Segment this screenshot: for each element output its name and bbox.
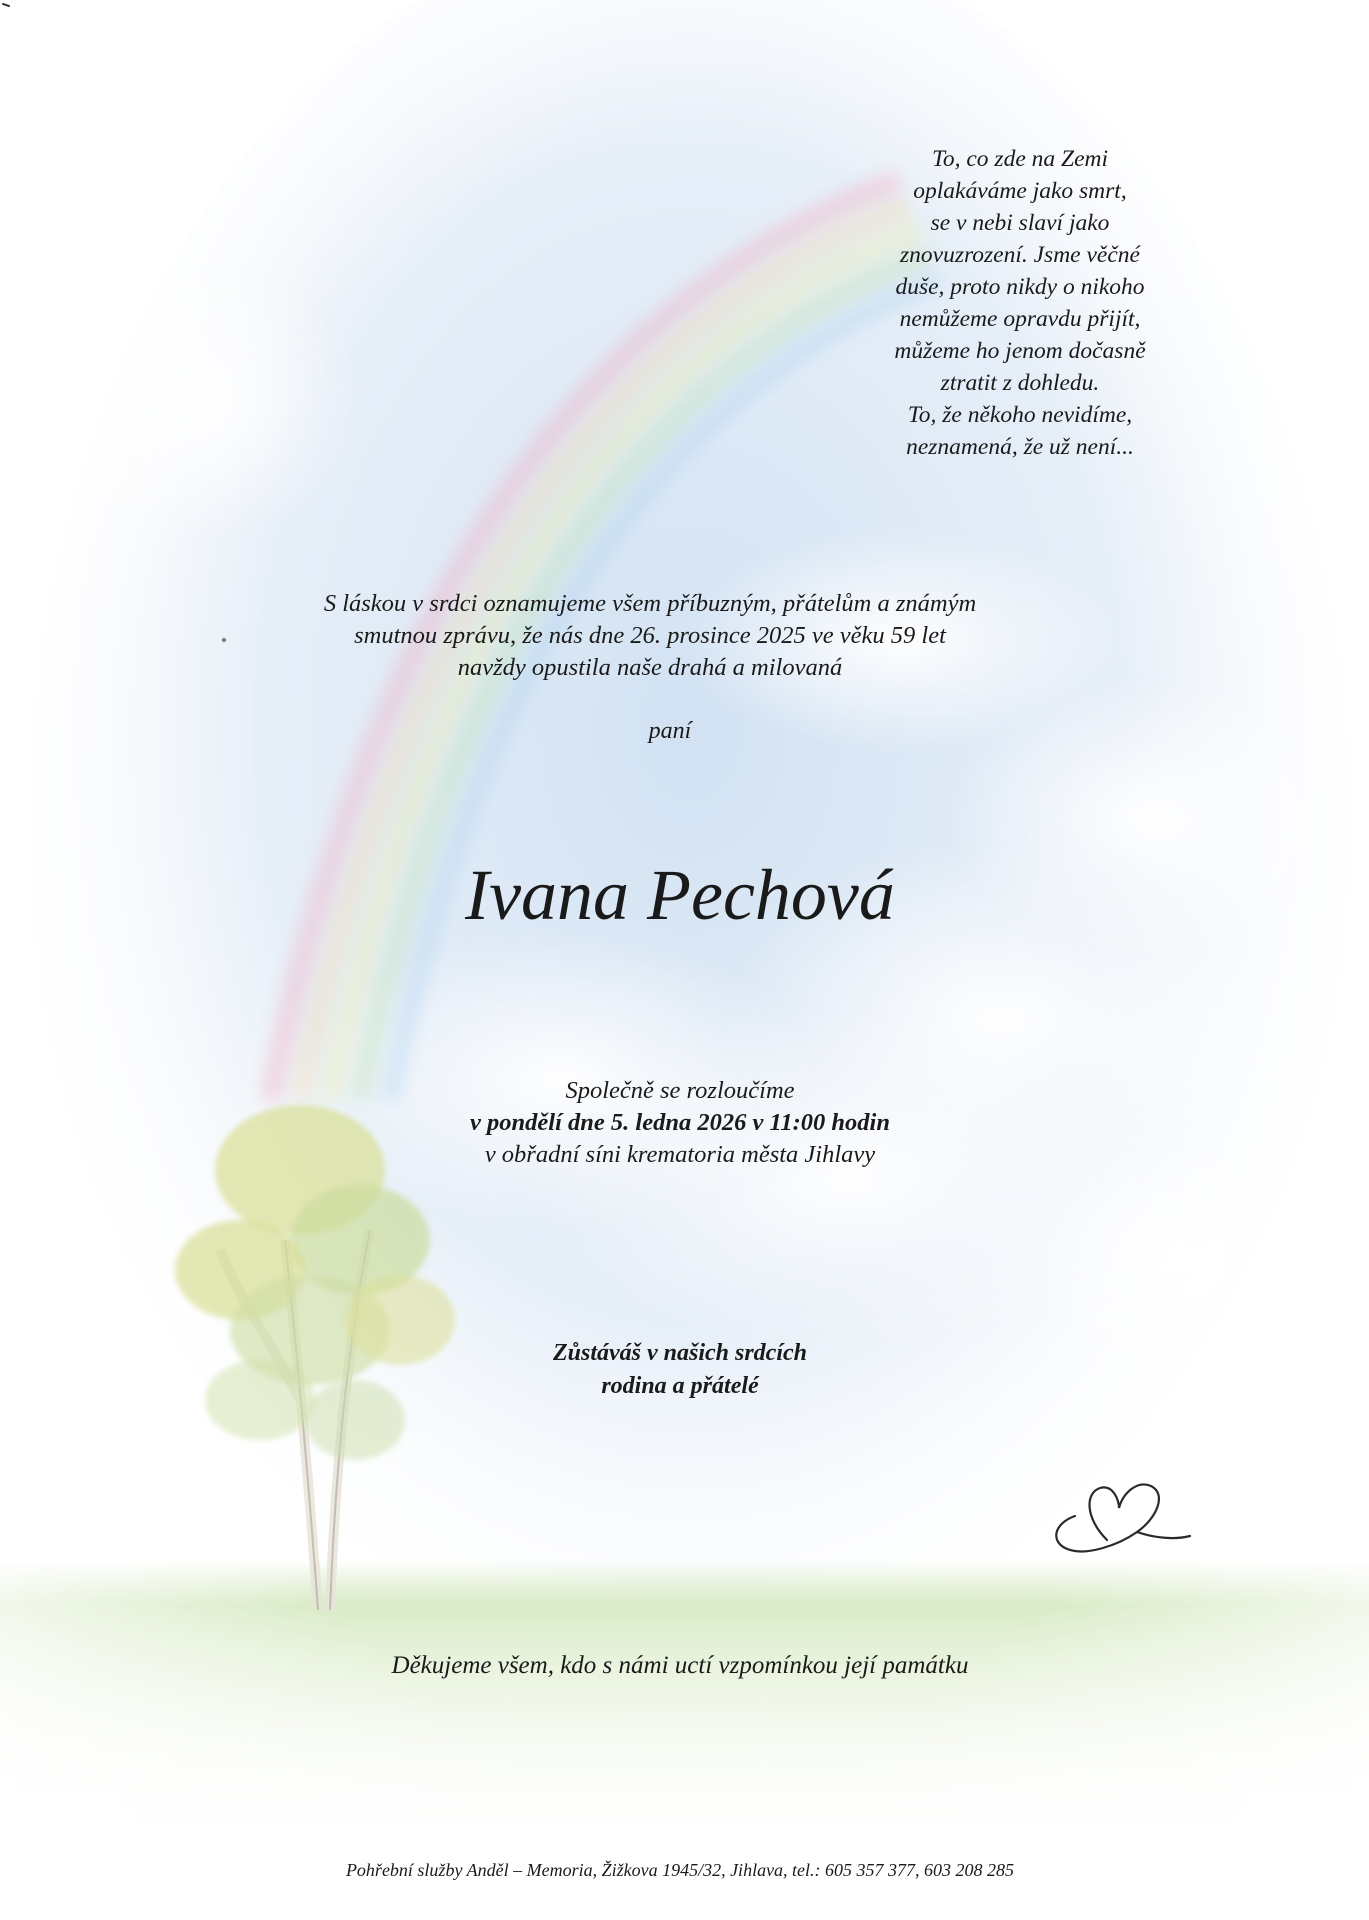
deceased-name: Ivana Pechová — [465, 855, 895, 935]
poem-line: To, co zde na Zemi — [931, 146, 1109, 172]
heart-icon — [1045, 1448, 1195, 1558]
announcement — [230, 588, 1070, 684]
poem — [870, 143, 1170, 463]
ceremony-info — [300, 1075, 1060, 1171]
closing — [400, 1337, 960, 1403]
announcement-line: S láskou v srdci oznamujeme všem příbuzným, přátelům a známým — [323, 590, 977, 617]
poem-line: se v nebi slaví jako — [930, 210, 1110, 236]
poem-line: můžeme ho jenom dočasně — [894, 338, 1146, 364]
poem-line: To, že někoho nevidíme, — [907, 402, 1133, 428]
poem-line: znovuzrození. Jsme věčné — [900, 242, 1140, 268]
closing-signature: rodina a přátelé — [601, 1373, 759, 1399]
announcement-line: smutnou zprávu, že nás dne 26. prosince 2025 ve věku 59 let — [354, 622, 946, 649]
poem-line: oplakáváme jako smrt, — [913, 178, 1127, 204]
ceremony-intro: Společně se rozloučíme — [565, 1077, 795, 1104]
thanks-line: Děkujeme všem, kdo s námi uctí vzpomínkou její památku — [391, 1652, 969, 1679]
ceremony-datetime: v pondělí dne 5. ledna 2026 v 11:00 hodin — [470, 1109, 890, 1136]
poem-line: duše, proto nikdy o nikoho — [895, 274, 1145, 300]
announcement-line: navždy opustila naše drahá a milovaná — [457, 654, 843, 681]
honorific: paní — [648, 718, 692, 744]
poem-line: nemůžeme opravdu přijít, — [899, 306, 1141, 332]
closing-line: Zůstáváš v našich srdcích — [552, 1340, 807, 1366]
dot-mark — [222, 638, 226, 642]
ceremony-place: v obřadní síni krematoria města Jihlavy — [484, 1141, 876, 1168]
poem-line: ztratit z dohledu. — [940, 370, 1100, 396]
poem-line: neznamená, že už není... — [906, 434, 1134, 460]
funeral-service-footer: Pohřební služby Anděl – Memoria, Žižkova 1945/32, Jihlava, tel.: 605 357 377, 603 208 285 — [345, 1860, 1015, 1880]
